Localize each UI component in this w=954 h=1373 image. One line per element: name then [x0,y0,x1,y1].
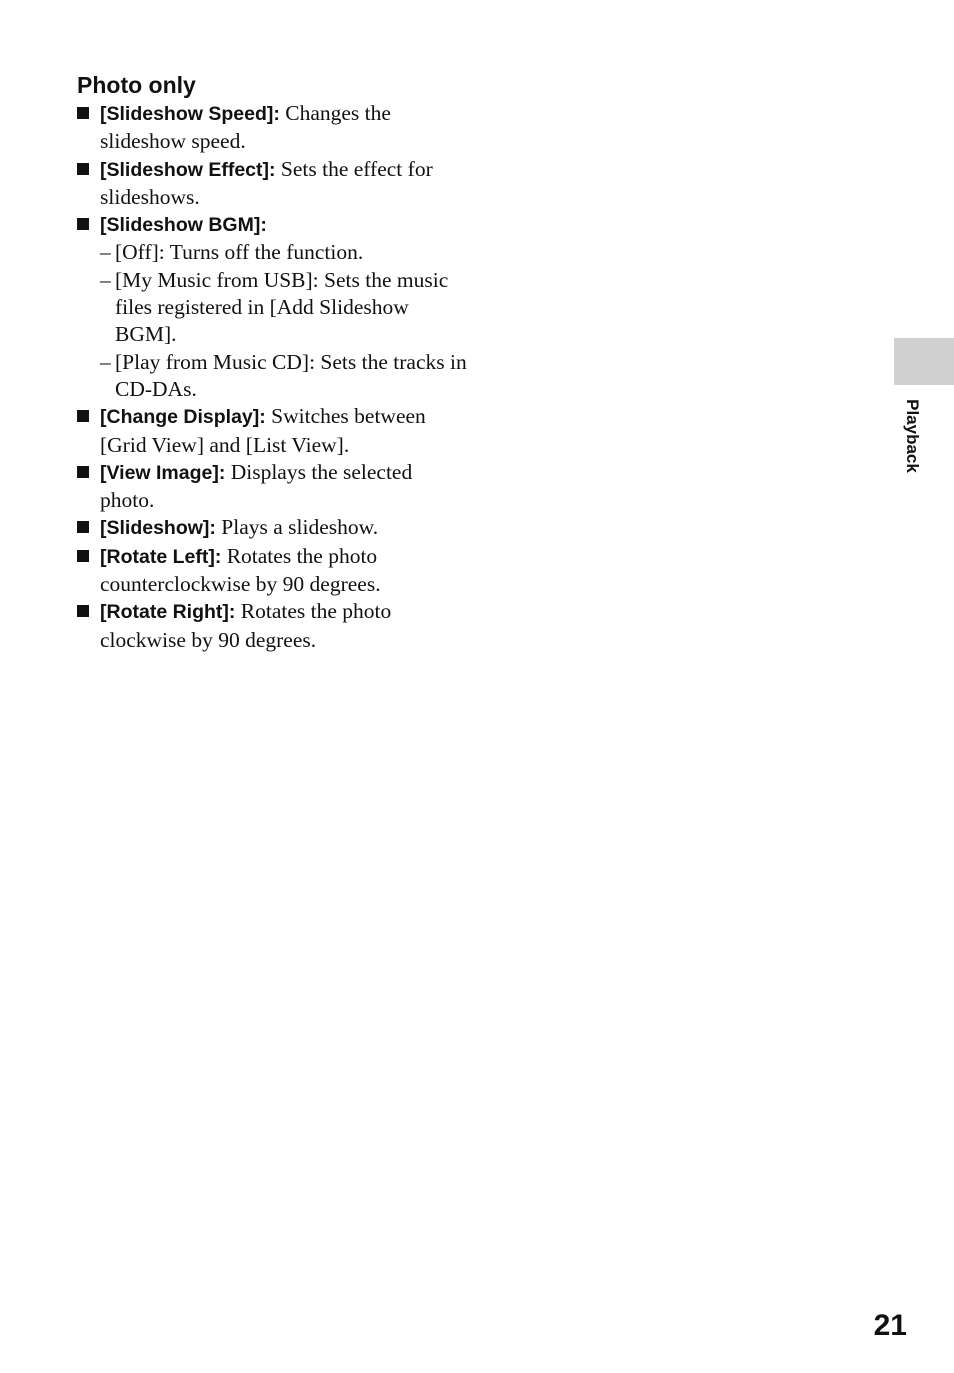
bgm-options-list [100,239,467,403]
item-label: [Slideshow Speed]: [100,103,280,125]
square-bullet-icon [77,218,89,230]
item-text: Sets the effect for slideshows. [100,156,433,209]
item-label: [Change Display]: [100,406,266,429]
list-item-slideshow [77,514,467,542]
square-bullet-icon [77,605,89,617]
list-item-change-display [77,403,467,459]
bgm-option-off [100,239,467,266]
list-item-rotate-left [77,543,467,599]
page-number: 21 [873,1309,907,1342]
dash-marker: – [100,349,111,374]
list-item-rotate-right [77,598,467,654]
item-label: [View Image]: [100,461,226,484]
square-bullet-icon [77,410,89,422]
bgm-option-cd [100,349,467,404]
item-text: Switches between [Grid View] and [List View]. [100,404,426,457]
list-item-slideshow-bgm [77,211,467,403]
list-item-slideshow-effect [77,156,467,212]
bgm-option-usb [100,267,467,349]
item-text: Rotates the photo counterclockwise by 90 degrees. [100,543,381,597]
item-label: [Rotate Right]: [100,601,236,624]
sub-item-text: [Play from Music CD]: Sets the tracks in CD-DAs. [115,349,467,401]
square-bullet-icon [77,521,89,533]
item-label: [Slideshow BGM]: [100,214,267,237]
item-label: [Slideshow]: [100,517,216,540]
square-bullet-icon [77,466,89,478]
item-text: Rotates the photo clockwise by 90 degrees. [100,599,392,652]
sub-item-text: [My Music from USB]: Sets the music files registered in [Add Slideshow BGM]. [115,267,449,347]
list-item-slideshow-speed [77,100,467,156]
square-bullet-icon [77,163,89,175]
list-item-view-image [77,459,467,515]
document-body [77,70,467,654]
section-side-tab [894,338,954,385]
side-tab-label: Playback [903,399,922,473]
item-text: Plays a slideshow. [215,515,379,540]
item-text: Displays the selected photo. [100,459,413,513]
dash-marker: – [100,267,111,292]
sub-item-text: [Off]: Turns off the function. [115,240,364,265]
item-text: Changes the slideshow speed. [100,101,391,154]
section-title: Photo only [77,72,196,98]
square-bullet-icon [77,550,89,562]
item-label: [Slideshow Effect]: [100,158,276,181]
item-label: [Rotate Left]: [100,545,222,568]
dash-marker: – [100,240,111,265]
square-bullet-icon [77,107,89,119]
